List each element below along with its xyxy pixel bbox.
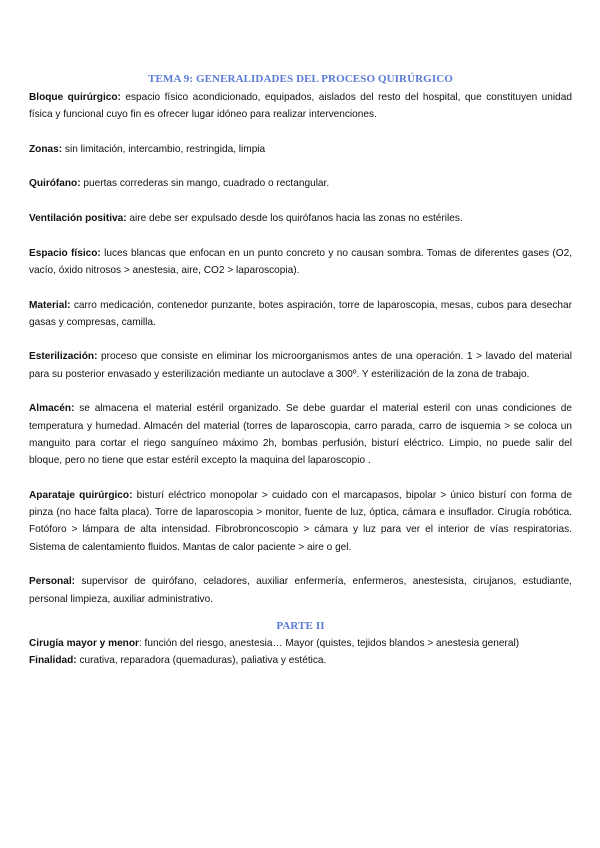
section-ventilacion: [29, 210, 572, 227]
section-text: se almacena el material estéril organizado. Se debe guardar el material esteril con unas condiciones de temperatura y humedad. Almacén del material (torres de laparoscopia, carro parada, carro de isquemia > se coloca un manguito para cortar el riego sanguíneo máximo 2h, bombas perfusión, bisturí eléctrico. Limpio, no puede salir del bloque, pero no tiene que estar estéril excepto la maquina del laparoscopio .: [29, 403, 572, 467]
section-text: supervisor de quirófano, celadores, auxiliar enfermería, enfermeros, anestesista, cirujanos, estudiante, personal limpieza, auxiliar administrativo.: [29, 576, 572, 605]
section-term: Cirugía mayor y menor: [29, 637, 139, 649]
section-zonas: [29, 141, 572, 158]
section-term: Personal:: [29, 576, 75, 588]
section-almacen: [29, 400, 572, 469]
section-text: luces blancas que enfocan en un punto concreto y no causan sombra. Tomas de diferentes gases (O2, vacío, óxido nitrosos > anestesia, aire, CO2 > laparoscopia).: [29, 247, 572, 276]
section-text: proceso que consiste en eliminar los microorganismos antes de una operación. 1 > lavado del material para su posterior envasado y esterilización mediante un autoclave a 300º. Y esterilización de la zona de trabajo.: [29, 351, 572, 380]
section-esterilizacion: [29, 348, 572, 383]
section-espacio-fisico: [29, 245, 572, 280]
section-text: puertas correderas sin mango, cuadrado o rectangular.: [80, 178, 330, 190]
section-bloque-quirurgico: [29, 89, 572, 124]
section-text: : función del riesgo, anestesia… Mayor (quistes, tejidos blandos > anestesia general): [138, 637, 520, 649]
section-term: Espacio físico:: [29, 247, 101, 259]
section-term: Material:: [29, 299, 71, 311]
section-term: Zonas:: [29, 143, 63, 155]
section-term: Almacén:: [29, 403, 75, 415]
section-term: Quirófano:: [29, 178, 81, 190]
section-text: espacio físico acondicionado, equipados, aislados del resto del hospital, que constituyen unidad física y funcional cuyo fin es ofrecer lugar idóneo para realizar intervenciones.: [29, 92, 572, 121]
section-term: Bloque quirúrgico:: [29, 92, 121, 103]
section-material: [29, 297, 572, 332]
part2-title: PARTE II: [276, 619, 325, 632]
section-term: Aparataje quirúrgico:: [29, 489, 133, 501]
section-text: aire debe ser expulsado desde los quirófanos hacia las zonas no estériles.: [126, 213, 463, 225]
section-text: bisturí eléctrico monopolar > cuidado con el marcapasos, bipolar > único bisturí con forma de pinza (no hace falta placa). Torre de laparoscopia > monitor, fuente de luz, óptica, cámara e insuflador. Cirugía robótica. Fotóforo > lámpara de alta intensidad. Fibrobroncoscopio > cámara y luz para ver el interior de vías respiratorias. Sistema de calentamiento fluidos. Mantas de calor paciente > aire o gel.: [29, 489, 573, 553]
section-term: Ventilación positiva:: [29, 213, 127, 225]
section-aparataje: [29, 487, 572, 556]
section-term: Esterilización:: [29, 351, 98, 363]
line-cirugia: [29, 635, 572, 652]
section-text: curativa, reparadora (quemaduras), paliativa y estética.: [76, 655, 327, 667]
line-finalidad: [29, 652, 572, 669]
document-title: TEMA 9: GENERALIDADES DEL PROCESO QUIRÚRGICO: [148, 73, 453, 85]
section-personal: [29, 573, 572, 608]
section-quirofano: [29, 175, 572, 192]
section-term: Finalidad:: [29, 655, 77, 667]
section-text: carro medicación, contenedor punzante, botes aspiración, torre de laparoscopia, mesas, cubos para desechar gasas y compresas, camilla.: [29, 299, 572, 328]
section-text: sin limitación, intercambio, restringida, limpia: [62, 143, 266, 155]
